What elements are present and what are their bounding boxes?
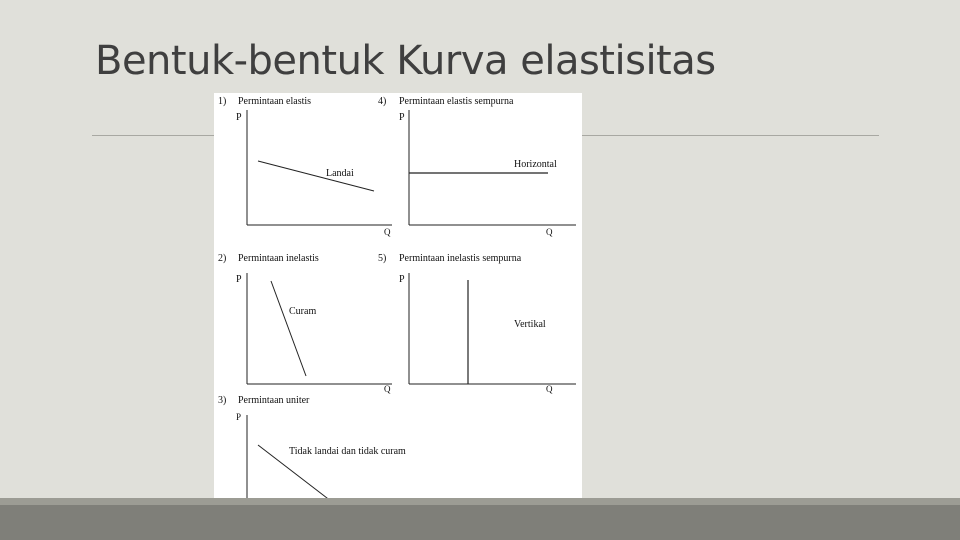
footer-accent-band	[0, 498, 960, 505]
panel-5-caption: Permintaan inelastis sempurna	[399, 253, 522, 264]
panel-2-y-axis-label: P	[236, 274, 242, 285]
panel-2-number: 2)	[218, 253, 227, 264]
panel-4-x-axis-label: Q	[546, 227, 553, 237]
panel-1-demand-curve	[258, 161, 374, 191]
panel-2-caption: Permintaan inelastis	[238, 253, 319, 264]
panel-4-curve-label: Horizontal	[514, 159, 557, 170]
panel-3-y-axis-label: P	[236, 412, 242, 422]
panel-1-curve-label: Landai	[326, 168, 354, 179]
panel-5-x-axis-label: Q	[546, 384, 553, 394]
footer-bar	[0, 505, 960, 540]
slide-title: Bentuk-bentuk Kurva elastisitas	[95, 38, 716, 84]
panel-5-curve-label: Vertikal	[514, 319, 546, 330]
panel-inelastic	[218, 253, 392, 394]
panel-3-caption: Permintaan uniter	[238, 395, 310, 406]
panel-4-number: 4)	[378, 96, 387, 107]
panel-2-demand-curve	[271, 281, 306, 376]
panel-1-number: 1)	[218, 96, 227, 107]
panel-1-caption: Permintaan elastis	[238, 96, 312, 107]
panel-4-caption: Permintaan elastis sempurna	[399, 96, 514, 107]
panel-5-y-axis-label: P	[399, 274, 405, 285]
panel-1-y-axis-label: P	[236, 112, 242, 123]
elasticity-curves-figure	[214, 93, 582, 532]
panel-4-y-axis-label: P	[399, 112, 405, 123]
panel-5-number: 5)	[378, 253, 387, 264]
panel-2-curve-label: Curam	[289, 306, 317, 317]
panel-3-curve-label: Tidak landai dan tidak curam	[289, 446, 406, 457]
panel-2-x-axis-label: Q	[384, 384, 391, 394]
panel-perfectly-elastic	[378, 96, 576, 237]
panel-3-number: 3)	[218, 395, 227, 406]
panel-perfectly-inelastic	[378, 253, 576, 394]
panel-elastic	[218, 96, 392, 237]
panel-1-x-axis-label: Q	[384, 227, 391, 237]
